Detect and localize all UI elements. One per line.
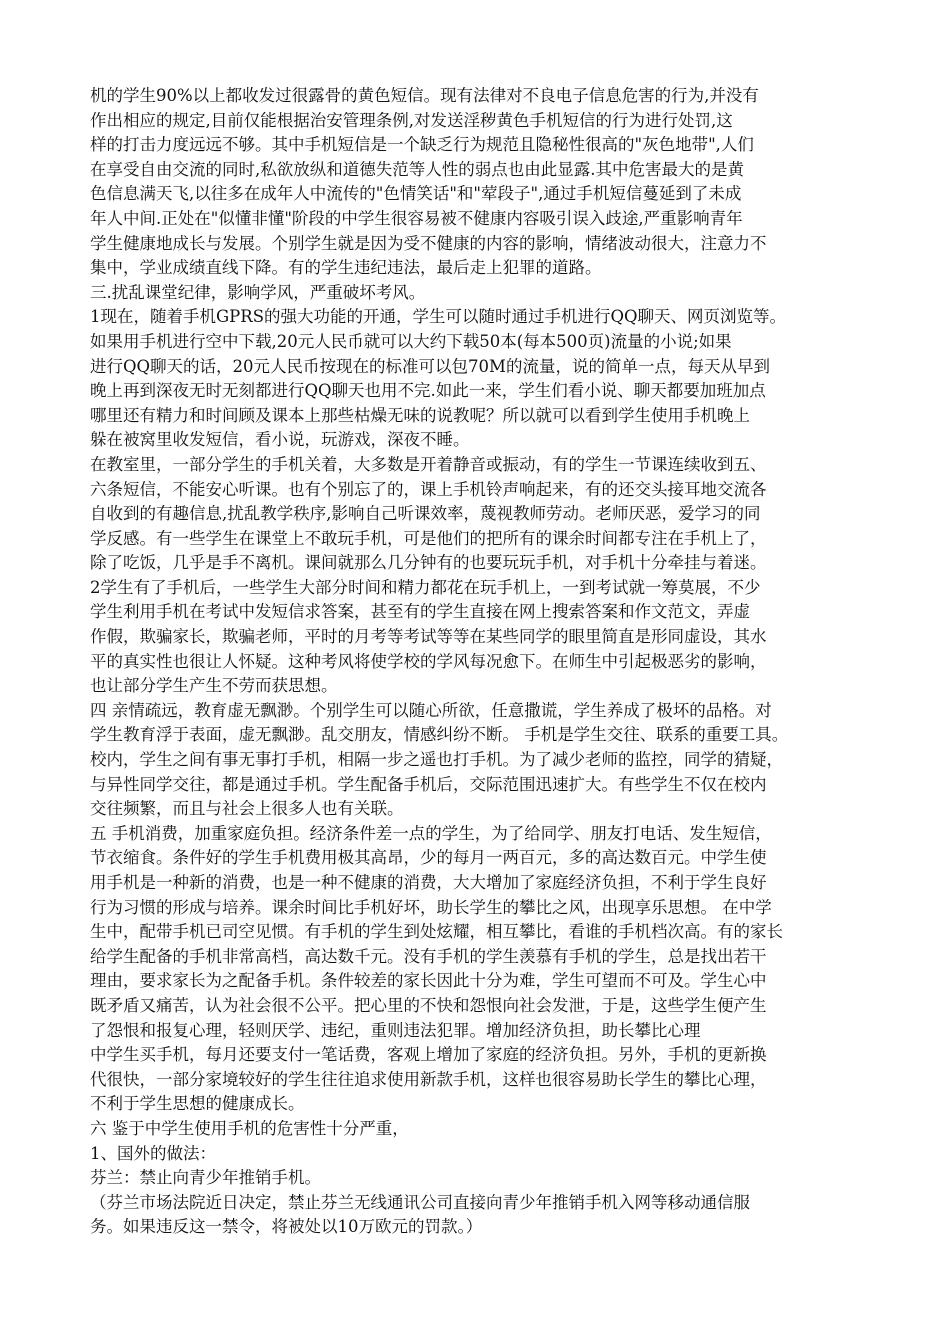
text-line: 与异性同学交往，都是通过手机。学生配备手机后，交际范围迅速扩大。有些学生不仅在校内 [90,774,767,794]
text-line: 学生利用手机在考试中发短信求答案，甚至有的学生直接在网上搜索答案和作文范文，弄虚 [90,602,750,622]
text-line: 六 鉴于中学生使用手机的危害性十分严重， [90,1118,409,1138]
text-line: 理由，要求家长为之配备手机。条件较差的家长因此十分为难，学生可望而不可及。学生心中 [90,971,767,991]
text-line: 用手机是一种新的消费，也是一种不健康的消费，大大增加了家庭经济负担，不利于学生良好 [90,873,767,892]
text-line: 作假，欺骗家长，欺骗老师，平时的月考等考试等等在某些同学的眼里简直是形同虚设，其水 [90,627,767,647]
text-line: 样的打击力度远远不够。其中手机短信是一个缺乏行为规范且隐秘性很高的"灰色地带",人们 [90,135,754,155]
text-line: 代很快，一部分家境较好的学生往往追求使用新款手机，这样也很容易助长学生的攀比心理， [90,1069,767,1089]
text-line: 了怨恨和报复心理，轻则厌学、违纪，重则违法犯罪。增加经济负担，助长攀比心理 [90,1020,701,1040]
text-line: 作出相应的规定,目前仅能根据治安管理条例,对发送淫秽黄色手机短信的行为进行处罚,这 [90,110,733,130]
text-line: 2学生有了手机后，一些学生大部分时间和精力都花在玩手机上，一到考试就一筹莫展，不少 [90,577,761,597]
text-line: 如果用手机进行空中下载,20元人民币就可以大约下载50本(每本500页)流量的小说;如果 [90,331,732,351]
text-line: 五 手机消费，加重家庭负担。经济条件差一点的学生，为了给同学、朋友打电话、发生短信， [90,823,772,843]
text-line: 不利于学生思想的健康成长。 [90,1094,305,1114]
text-line: 学生健康地成长与发展。个别学生就是因为受不健康的内容的影响，情绪波动很大，注意力不 [90,233,767,253]
text-line: 集中，学业成绩直线下降。有的学生违纪违法，最后走上犯罪的道路。 [90,258,602,278]
text-line: 交往频繁，而且与社会上很多人也有关联。 [90,799,404,819]
text-line: 务。如果违反这一禁令，将被处以10万欧元的罚款。） [90,1217,483,1237]
text-line: 行为习惯的形成与培养。课余时间比手机好坏，助长学生的攀比之风，出现享乐思想。 在中学 [90,897,772,917]
text-line: 学生教育浮于表面，虚无飘渺。乱交朋友，情感纠纷不断。 手机是学生交往、联系的重要工具。 [90,725,789,745]
text-line: 给学生配备的手机非常高档，高达数千元。没有手机的学生羡慕有手机的学生，总是找出若干 [90,946,767,966]
text-line: 色信息满天飞,以往多在成年人中流传的"色情笑话"和"荤段子",通过手机短信蔓延到了未成 [90,184,742,204]
text-line: 也让部分学生产生不劳而获思想。 [90,676,338,696]
text-line: 四 亲情疏远，教育虚无飘渺。个别学生可以随心所欲，任意撒谎，学生养成了极坏的品格。对 [90,700,772,720]
text-line: 躲在被窝里收发短信，看小说，玩游戏，深夜不睡。 [90,430,470,450]
text-line: 既矛盾又痛苦，认为社会很不公平。把心里的不快和怨恨向社会发泄，于是，这些学生便产生 [90,995,767,1015]
text-line: 校内，学生之间有事无事打手机，相隔一步之遥也打手机。为了减少老师的监控，同学的猜疑， [90,750,783,770]
text-line: 哪里还有精力和时间顾及课本上那些枯燥无味的说教呢？所以就可以看到学生使用手机晚上 [90,405,750,425]
text-line: 三.扰乱课堂纪律，影响学风，严重破坏考风。 [90,282,426,302]
text-line: 晚上再到深夜无时无刻都进行QQ聊天也用不完.如此一来，学生们看小说、聊天都要加班加点 [90,381,766,401]
text-line: 1、国外的做法： [90,1143,216,1163]
text-line: 平的真实性也很让人怀疑。这种考风将使学校的学风每况愈下。在师生中引起极恶劣的影响， [90,651,767,671]
text-line: 生中，配带手机已司空见惯。有手机的学生到处炫耀，相互攀比，看谁的手机档次高。有的家长 [90,922,783,942]
text-line: 六条短信，不能安心听课。也有个别忘了的，课上手机铃声响起来，有的还交头接耳地交流各 [90,479,767,499]
text-line: 学反感。有一些学生在课堂上不敢玩手机，可是他们的把所有的课余时间都专注在手机上了， [90,528,767,548]
text-line: （芬兰市场法院近日决定，禁止芬兰无线通讯公司直接向青少年推销手机入网等移动通信服 [90,1192,750,1212]
text-line: 芬兰：禁止向青少年推销手机。 [90,1168,321,1188]
text-line: 1现在，随着手机GPRS的强大功能的开通，学生可以随时通过手机进行QQ聊天、网页浏览等。 [90,307,787,327]
text-line: 在享受自由交流的同时,私欲放纵和道德失范等人性的弱点也由此显露.其中危害最大的是黄 [90,159,744,179]
text-line: 在教室里，一部分学生的手机关着，大多数是开着静音或振动，有的学生一节课连续收到五、 [90,454,767,474]
text-line: 自收到的有趣信息,扰乱教学秩序,影响自己听课效率，蔑视教师劳动。老师厌恶，爱学习的同 [90,504,761,524]
text-line: 节衣缩食。条件好的学生手机费用极其高昂，少的每月一两百元，多的高达数百元。中学生使 [90,848,767,868]
text-line: 除了吃饭，几乎是手不离机。课间就那么几分钟有的也要玩玩手机，对手机十分牵挂与着迷。 [90,553,767,573]
text-line: 中学生买手机，每月还要支付一笔话费，客观上增加了家庭的经济负担。另外，手机的更新换 [90,1045,767,1065]
document-body [90,84,870,1240]
text-line: 年人中间.正处在"似懂非懂"阶段的中学生很容易被不健康内容吸引误入歧途,严重影响青年 [90,208,743,228]
text-line: 进行QQ聊天的话，20元人民币按现在的标准可以包70M的流量，说的简单一点，每天从早到 [90,356,770,376]
text-line: 机的学生90%以上都收发过很露骨的黄色短信。现有法律对不良电子信息危害的行为,并没有 [90,86,759,105]
